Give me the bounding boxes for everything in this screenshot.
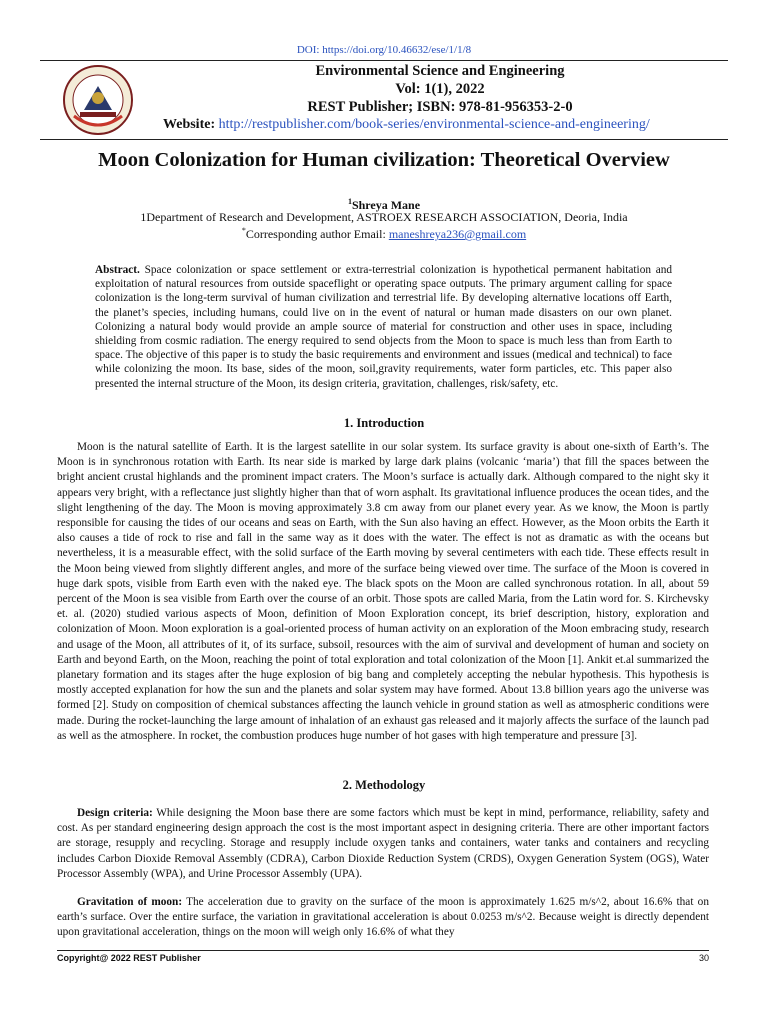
gravitation-body bbox=[57, 895, 709, 941]
footer-rule bbox=[57, 950, 709, 951]
affiliation: 1Department of Research and Development, ASTROEX RESEARCH ASSOCIATION, Deoria, India bbox=[140, 210, 628, 224]
rest-publisher-seal-icon bbox=[62, 64, 134, 136]
gravitation-label: Gravitation of moon: bbox=[77, 896, 183, 908]
abstract-text: Space colonization or space settlement or extra-terrestrial colonization is hypothetical permanent habitation and exploitation of natural resources from outside spaceflight or operating space outputs. The primary argument calling for space colonization is the long-term survival of human civilization and terrestrial life. By developing alternative locations off Earth, the planet’s species, including humans, could live on in the event of natural or human made disasters on our own planet. Colonizing a natural body would provide an ample source of material for construction and other uses in space, including shielding from cosmic radiation. The energy required to send objects from the Moon to space is much less than from Earth to space. The objective of this paper is to study the basic requirements and environment and issues (medical and technical) to face while colonizing the moon. Its base, sides of the moon, soil,gravity requirements, water form particles, etc. This paper also presented the internal structure of the Moon, its design criteria, gravitation, challenges, risk/safety, etc. bbox=[95, 264, 672, 390]
header-rule-bottom bbox=[40, 139, 728, 140]
paper-title: Moon Colonization for Human civilization: Theoretical Overview bbox=[98, 149, 670, 171]
abstract bbox=[95, 263, 672, 391]
gravitation-text: The acceleration due to gravity on the surface of the moon is approximately 1.625 m/s^2, about 16.6% that on earth’s surface. Over the entire surface, the variation in gravitational acceleration is about 0.0253 m/s^2. Because weight is directly dependent upon gravitational acceleration, things on the moon will weigh only 16.6% of what they bbox=[57, 896, 709, 939]
corr-superscript: * bbox=[241, 226, 246, 235]
footer-copyright: Copyright@ 2022 REST Publisher bbox=[57, 953, 201, 963]
journal-volume: Vol: 1(1), 2022 bbox=[395, 81, 485, 97]
introduction-body bbox=[57, 440, 709, 744]
doi-link[interactable]: DOI: https://doi.org/10.46632/ese/1/1/8 bbox=[296, 44, 472, 56]
header-rule-top bbox=[40, 60, 728, 61]
website-label: Website: bbox=[163, 117, 216, 132]
methodology-body bbox=[57, 806, 709, 882]
section-heading-introduction: 1. Introduction bbox=[343, 416, 425, 430]
author-name: Shreya Mane bbox=[351, 198, 421, 212]
corr-email-link[interactable]: maneshreya236@gmail.com bbox=[388, 227, 527, 241]
author-superscript: 1 bbox=[347, 197, 352, 206]
abstract-label: Abstract. bbox=[95, 264, 140, 276]
journal-website bbox=[163, 117, 650, 133]
introduction-paragraph: Moon is the natural satellite of Earth. It is the largest satellite in our solar system. Its surface gravity is about one-sixth of Earth’s. The Moon is in synchronous rotation with Earth. Its near side is marked by large dark plains (volcanic ‘maria’) that fill the spaces between the bright ancient crustal highlands and the prominent impact craters. The Moon’s surface is actually dark. Although compared to the night sky it appears very bright, with a reflectance just slightly higher than that of worn asphalt. Its gravitational influence produces the ocean tides, and the slight lengthening of the day. The Moon is moving approximately 3.8 cm away from our planet every year. As we know, the Moon is partly responsible for causing the tides of our oceans and seas on Earth, with the Sun also having an effect. However, as the Moon orbits the Earth it also causes a tide of rock to rise and fall in the same way as it does with the water. The effect is not as dramatic as with the oceans but nevertheless, it is a measurable effect, with the solid surface of the Earth moving by several centimeters with each tide. These effects result in the Moon being viewed from slightly different angles, and more of the surface being viewed over time. The surface of the Moon is covered in huge dark spots, visible from Earth even with the naked eye. The black spots on the Moon are called synchronous rotation. In all, about 59 percent of the Moon is sea visible from Earth over the course of an orbit. Those spots are called Maria, from the Latin word for. S. Kirchevsky et. al. (2020) studied various aspects of Moon, definition of Moon Exploration concept, its brief description, history, exploration and colonization of Moon. Moon exploration is a goal-oriented process of human activity on an exploration of the Moon embracing study, research and usage of the Moon, all attributes of it, of its surface, subsoil, resources with the aim of survival and development of human and society on Earth and beyond Earth, on the Moon, reaching the point of total exploration and total colonization of the Moon [1]. Ankit et.al summarized the planetary formation and its stages after the huge explosion of big bang and completely accepting the nebular hypothesis. This hypothesis is mostly accepted explanation for how the sun and the planets and solar system may have formed. About 13.8 billion years ago the universe was formed [2]. Study on composition of chemical substances affecting the launch vehicle in ground station as well as atmospheric conditions were made. During the rocket-launching the large amount of inhalation of an exhaust gas released and it majorly affects the surface of the launch pad as well as the atmosphere. In rocket, the combustion produces huge number of hot gases with high temperature and pressure [3]. bbox=[57, 441, 709, 742]
corresponding-author bbox=[0, 226, 768, 242]
design-criteria-text: While designing the Moon base there are some factors which must be kept in mind, performance, reliability, safety and cost. As per standard engineering design approach the cost is the most important aspect in designing criteria. There are other important factors are storage, resupply and recycling. Storage and resupply include oxygen tanks and containers, water tanks and containers and recycling includes Carbon Dioxide Removal Assembly (CDRA), Carbon Dioxide Reduction System (CRDS), Oxygen Generation System (OGS), Water Processor Assembly (WPA), and Urine Processor Assembly (UPA). bbox=[57, 807, 709, 880]
section-heading-methodology: 2. Methodology bbox=[342, 778, 426, 792]
corr-label: Corresponding author Email: bbox=[245, 227, 389, 241]
website-link[interactable]: http://restpublisher.com/book-series/environmental-science-and-engineering/ bbox=[218, 117, 650, 132]
design-criteria-paragraph bbox=[57, 806, 709, 882]
design-criteria-label: Design criteria: bbox=[77, 807, 153, 819]
gravitation-paragraph bbox=[57, 895, 709, 941]
journal-publisher-isbn: REST Publisher; ISBN: 978-81-956353-2-0 bbox=[307, 99, 573, 115]
journal-name: Environmental Science and Engineering bbox=[315, 63, 565, 79]
journal-info bbox=[150, 62, 730, 116]
footer-page-number: 30 bbox=[698, 953, 709, 963]
